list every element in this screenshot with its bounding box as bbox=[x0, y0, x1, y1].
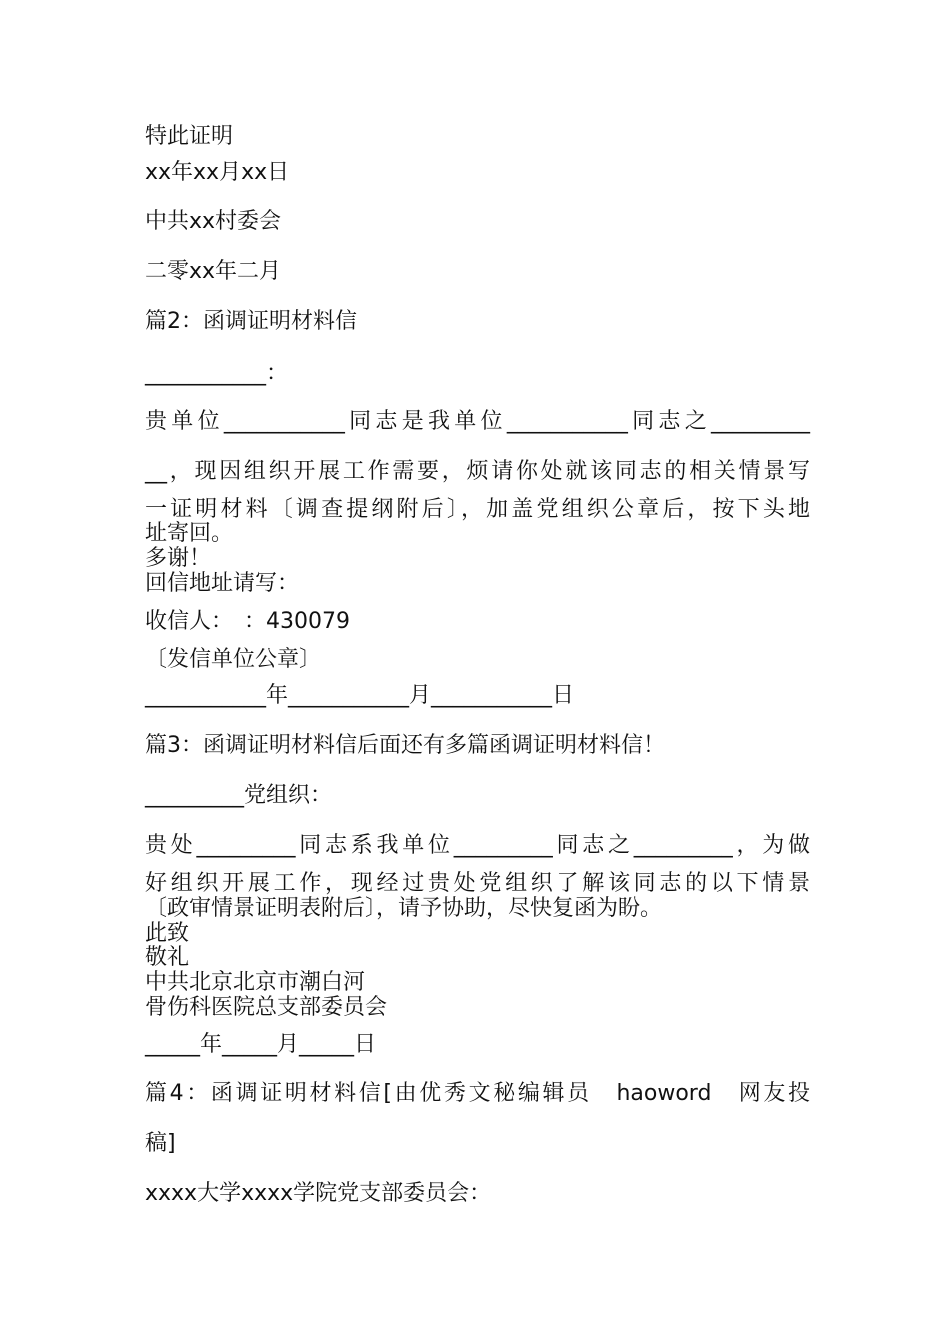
closing-line: 此致 bbox=[145, 921, 190, 946]
body-text-line: 址寄回。 bbox=[145, 521, 234, 546]
section-heading-2: 篇2：函调证明材料信 bbox=[145, 309, 357, 334]
body-text-line: 〔政审情景证明表附后〕，请予协助，尽快复函为盼。 bbox=[145, 896, 663, 921]
section-heading-4: 篇4：函调证明材料信[由优秀文秘编辑员 haoword 网友投 bbox=[145, 1081, 810, 1106]
thanks-line: 多谢！ bbox=[145, 546, 212, 571]
section-heading-4-cont: 稿] bbox=[145, 1131, 176, 1156]
date-line: xx年xx月xx日 bbox=[145, 160, 290, 185]
body-text-line: 贵处_________同志系我单位_________同志之_________，为做 bbox=[145, 833, 810, 858]
regards-line: 敬礼 bbox=[145, 945, 190, 970]
body-text-line: 好组织开展工作，现经过贵处党组织了解该同志的以下情景 bbox=[145, 871, 810, 896]
year-month-line: 二零xx年二月 bbox=[145, 259, 282, 284]
recipient-line: 收信人： ：430079 bbox=[145, 609, 350, 634]
return-address-label: 回信地址请写： bbox=[145, 571, 300, 596]
date-blank-line: ___________年___________月___________日 bbox=[145, 683, 575, 708]
salutation-blank: ___________： bbox=[145, 361, 289, 386]
salutation-blank: _________党组织： bbox=[145, 783, 333, 808]
issuer-line: 中共xx村委会 bbox=[145, 209, 282, 234]
date-blank-line: _____年_____月_____日 bbox=[145, 1032, 377, 1057]
closing-certify: 特此证明 bbox=[145, 124, 234, 149]
signature-line: 中共北京北京市潮白河 bbox=[145, 970, 366, 995]
body-text-line: __，现因组织开展工作需要，烦请你处就该同志的相关情景写 bbox=[145, 459, 810, 484]
seal-line: 〔发信单位公章〕 bbox=[145, 647, 322, 672]
body-text-line: 一证明材料〔调查提纲附后〕，加盖党组织公章后，按下头地 bbox=[145, 497, 810, 522]
section-heading-3: 篇3：函调证明材料信后面还有多篇函调证明材料信！ bbox=[145, 733, 665, 758]
body-text-line: 贵单位___________同志是我单位___________同志之_________ bbox=[145, 409, 810, 434]
addressee-line: xxxx大学xxxx学院党支部委员会： bbox=[145, 1181, 492, 1206]
signature-line: 骨伤科医院总支部委员会 bbox=[145, 995, 388, 1020]
